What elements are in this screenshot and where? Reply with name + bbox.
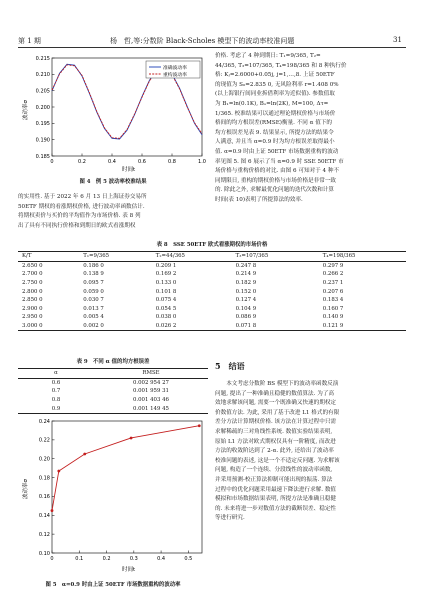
fig5-ytick-label: 0.10 — [38, 550, 50, 557]
fig5-data-point — [51, 509, 54, 512]
fig4-xtick-label: 0 — [50, 159, 54, 165]
table9 — [18, 368, 208, 414]
right-line: 人满意, 并且当 α=0.9 时为均方根误差取得最小 — [215, 139, 335, 146]
table8-cell: 0.013 7 — [83, 305, 104, 312]
fig5-data-point — [83, 453, 86, 456]
table8-cell: 0.059 0 — [83, 288, 104, 295]
table8-cell: 2.650 0 — [22, 262, 43, 269]
table8-cell: 2.700 0 — [22, 271, 43, 278]
left-line: 50ETF 期权的看涨期权价格, 进行波动率函数估计. — [18, 203, 145, 210]
table8-header-cell: K/T — [22, 253, 32, 260]
right-line: (以上海银行间同业拆借利率为近似值). 参数值取 — [215, 91, 335, 98]
fig5-chart — [18, 415, 208, 575]
fig5-data-point — [57, 470, 60, 473]
fig4-legend-label: 重构波动率 — [163, 72, 187, 78]
table8-cell: 0.104 9 — [235, 305, 257, 312]
table8-header-cell: T₄=198/365 — [322, 253, 356, 260]
section5-line: 价数值方法. 为此, 采用了基于改进 L1 格式的有限 — [215, 409, 340, 416]
right-line: 44/365, T₃=107/365, T₄=198/365 和 8 种执行价 — [215, 62, 347, 69]
table8-cell: 0.266 2 — [322, 271, 344, 278]
fig5-xtick-label: 0 — [50, 556, 54, 562]
table9-cell: 0.001 149 45 — [132, 405, 169, 412]
table8-header-cell: T₃=107/365 — [235, 253, 269, 260]
table8-cell: 0.140 9 — [322, 314, 344, 321]
right-line: 价格. 考虑了 4 种到期日: T₁=9/365, T₂= — [215, 53, 321, 59]
table8-cell: 0.297 9 — [322, 262, 344, 269]
table8-cell: 0.127 4 — [235, 297, 257, 304]
right-line: 为 B₁=ln(0.1K), Bᵤ=ln(2K), M=100, Δτ= — [215, 100, 329, 107]
table9-header-cell: α — [54, 370, 58, 377]
fig4-ytick-label: 0.185 — [35, 153, 50, 160]
fig5-ytick-label: 0.18 — [38, 475, 50, 482]
section5-paragraph — [215, 380, 407, 524]
section5-line: 差分方法计算期权价格. 该方法在计算过程中只需 — [215, 419, 337, 426]
table9-cell: 0.6 — [51, 379, 61, 386]
section5-line: 效地求解该问题, 需要一个既准确又快速的期权定 — [215, 400, 337, 407]
table8-cell: 0.054 5 — [155, 305, 177, 312]
fig4-chart — [18, 52, 208, 174]
fig5-ylabel: 波动率σ — [23, 479, 29, 499]
table9-cell: 0.8 — [51, 397, 61, 404]
table8-cell: 0.169 2 — [155, 271, 177, 278]
left-line: 出了具有不同执行价格和到期日的欧式看涨期权 — [18, 222, 136, 229]
section5-line: 模拟和市场数据结果表明, 所提方法是准确且稳健 — [215, 496, 337, 503]
table8-cell: 2.750 0 — [22, 280, 43, 287]
table9-cell: 0.7 — [51, 388, 61, 395]
header-page-number: 31 — [393, 36, 402, 44]
section5-heading: 5 结语 — [215, 361, 245, 371]
header-title: 杨 哲,等:分数阶 Black-Scholes 模型下的波动率校准问题 — [110, 37, 295, 45]
section5-line: 原始 L1 方法对欧式期权仅具有一阶精度, 而改进 — [215, 438, 336, 445]
fig4-ytick-label: 0.210 — [35, 72, 50, 79]
fig5-xtick-label: 0.2 — [102, 556, 111, 562]
fig5-data-point — [198, 424, 201, 427]
table8-cell: 0.209 1 — [155, 262, 177, 269]
table9-caption: 表 9 不同 α 值的均方根误差 — [76, 359, 150, 365]
table8-cell: 0.095 7 — [83, 280, 104, 287]
table8-row — [18, 279, 406, 288]
right-line: 时间(表 10)表明了所提算法的效率. — [215, 196, 303, 203]
section5-line: 问题, 提出了一种准确且稳健的数值算法. 为了高 — [215, 390, 334, 397]
fig4-ylabel: 波动率σ — [23, 100, 29, 120]
table8-row — [18, 313, 406, 322]
table8-cell: 0.138 9 — [83, 271, 104, 278]
table9-row — [18, 378, 208, 387]
table8-cell: 0.086 9 — [235, 314, 257, 321]
fig5-caption: 图 5 α=0.9 时由上证 50ETF 市场数据重构的波动率 — [45, 582, 181, 588]
fig4-xtick-label: 0.8 — [168, 159, 176, 165]
fig4-ytick-label: 0.195 — [35, 121, 50, 128]
left-line: 将期权卖价与买价的平均值作为市场价格. 表 8 列 — [18, 213, 141, 220]
table9-cell: 0.002 954 27 — [132, 379, 169, 386]
fig4-xtick-label: 0.6 — [138, 159, 146, 165]
fig4-xlabel: 时间t — [122, 167, 136, 173]
left-paragraph — [18, 193, 208, 231]
fig4-ytick-label: 0.205 — [35, 88, 50, 95]
table9-row — [18, 387, 208, 396]
table8 — [18, 251, 406, 331]
table8-cell: 0.038 0 — [155, 314, 177, 321]
fig5-ytick-label: 0.16 — [38, 494, 50, 501]
table8-row — [18, 261, 406, 270]
fig4-ytick-label: 0.200 — [35, 104, 50, 111]
table8-row — [18, 270, 406, 279]
right-line: 格: Kⱼ=2.6000+0.05j, j=1,…,8. 上证 50ETF — [215, 72, 335, 79]
fig4-xtick-label: 1.0 — [198, 159, 206, 165]
table8-header-cell: T₂=44/365 — [155, 253, 185, 260]
section5-line: 校准问题的表述, 这是一个不适定反问题. 为求解该 — [215, 457, 340, 464]
header-rule — [18, 47, 406, 48]
fig4-ytick-label: 0.215 — [35, 55, 50, 62]
fig5-axes-frame — [52, 421, 202, 553]
table8-cell: 0.002 0 — [83, 323, 104, 330]
table8-cell: 0.026 2 — [155, 323, 177, 330]
table8-cell: 2.800 0 — [22, 288, 43, 295]
fig5-xlabel: 时间t — [122, 567, 136, 573]
table8-cell: 0.121 9 — [322, 323, 344, 330]
right-line: 率见图 5. 图 6 展示了当 α=0.9 时 SSE 50ETF 市 — [215, 158, 344, 165]
fig5-ytick-label: 0.22 — [38, 437, 50, 444]
table9-row — [18, 396, 208, 405]
table8-cell: 0.237 1 — [322, 280, 344, 287]
table8-cell: 0.160 7 — [322, 305, 344, 312]
right-line: 均方根误差见表 9. 结果显示, 所提方法的结果令 — [215, 129, 334, 136]
fig5-xtick-label: 0.4 — [157, 556, 166, 562]
table8-caption: 表 8 SSE 50ETF 欧式看涨期权的市场价格 — [156, 242, 268, 248]
table8-cell: 2.900 0 — [22, 305, 43, 312]
table8-cell: 0.247 8 — [235, 262, 257, 269]
table8-row — [18, 287, 406, 296]
table8-cell: 0.071 8 — [235, 323, 257, 330]
table9-row — [18, 404, 208, 413]
right-line: 的现值为 S₀=2.835 0, 无风险利率 r=1.408 0% — [215, 81, 339, 88]
table8-cell: 0.030 7 — [83, 297, 104, 304]
section5-line: 过程中的优化问题采用最速下降法进行求解. 数值 — [215, 486, 337, 493]
section5-line: 等进行研究. — [215, 515, 245, 522]
fig4-ytick-label: 0.190 — [35, 137, 50, 144]
table9-header-row — [18, 369, 208, 379]
table8-cell: 0.182 9 — [235, 280, 257, 287]
table8-header-cell: T₁=9/365 — [83, 253, 110, 260]
right-line: 值. α=0.9 时由上证 50ETF 市场数据重构的波动 — [215, 148, 339, 155]
right-line: 的. 除此之外, 求解最优化问题的迭代次数和计算 — [215, 187, 334, 194]
table9-cell: 0.9 — [51, 405, 61, 412]
table8-cell: 0.214 9 — [235, 271, 257, 278]
fig5-ytick-label: 0.20 — [38, 456, 50, 463]
section5-line: 的. 未来将进一步对数值方法的截断误差、稳定性 — [215, 505, 337, 512]
table8-cell: 0.207 6 — [322, 288, 344, 295]
table9-header-cell: RMSE — [142, 370, 160, 377]
section5-line: 并采用预测-校正算法抑制可能出现的振荡. 算法 — [215, 476, 333, 483]
table8-header-row — [18, 252, 406, 262]
table8-cell: 0.183 4 — [322, 297, 344, 304]
table8-cell: 0.133 0 — [155, 280, 177, 287]
left-line: 的实用性. 基于 2022 年 6 月 13 日上海证券交易所 — [18, 194, 147, 200]
fig5-series-line — [52, 426, 199, 511]
right-line: 场价格与重构价格的对比. 由图 6 可知对于 4 种不 — [215, 168, 340, 175]
fig5-ytick-label: 0.14 — [38, 513, 50, 520]
fig5-ytick-label: 0.24 — [38, 418, 50, 425]
right-line: 1/365. 校准结果可以通过理论期权价格与市场价 — [215, 110, 336, 117]
section5-line: 问题, 构造了一个连续、分段线性的波动率函数, — [215, 467, 333, 474]
fig5-xtick-label: 0.5 — [184, 556, 193, 562]
table8-row — [18, 296, 406, 305]
table8-cell: 0.101 8 — [155, 288, 177, 295]
fig4-xtick-label: 0.4 — [108, 159, 116, 165]
table8-cell: 0.005 4 — [83, 314, 104, 321]
table8-cell: 2.950 0 — [22, 314, 43, 321]
table8-cell: 0.186 0 — [83, 262, 104, 269]
header-volume: 第 1 期 — [18, 37, 41, 45]
section5-line: 方法的收敛阶达到了 2-α. 此外, 还给出了波动率 — [215, 448, 334, 455]
table8-cell: 2.850 0 — [22, 297, 43, 304]
fig4-caption: 图 4 例 5 波动率校准结果 — [79, 179, 147, 185]
table8-cell: 3.000 0 — [22, 323, 43, 330]
table9-cell: 0.001 403 46 — [132, 397, 169, 404]
right-line: 格间的均方根误差(RMSE)衡量. 不同 α 值下的 — [215, 120, 333, 127]
right-paragraph — [215, 52, 407, 206]
table8-row — [18, 322, 406, 331]
right-line: 同期限日, 重构的期权价格与市场价格是非常一致 — [215, 177, 337, 184]
table9-cell: 0.001 959 31 — [132, 388, 169, 395]
table8-cell: 0.075 4 — [155, 297, 177, 304]
table8-row — [18, 305, 406, 314]
section5-line: 求解稀疏的三对角线性系统. 数值实验结果表明, — [215, 428, 333, 435]
fig4-legend-label: 准确波动率 — [163, 65, 187, 71]
fig5-xtick-label: 0.3 — [129, 556, 138, 562]
section5-line: 本文考虑分数阶 BS 模型下的波动率函数反演 — [215, 381, 339, 387]
fig5-data-point — [130, 437, 133, 440]
table8-cell: 0.152 0 — [235, 288, 257, 295]
fig5-ytick-label: 0.12 — [38, 531, 50, 538]
fig4-xtick-label: 0.2 — [78, 159, 86, 165]
fig5-xtick-label: 0.1 — [75, 556, 84, 562]
